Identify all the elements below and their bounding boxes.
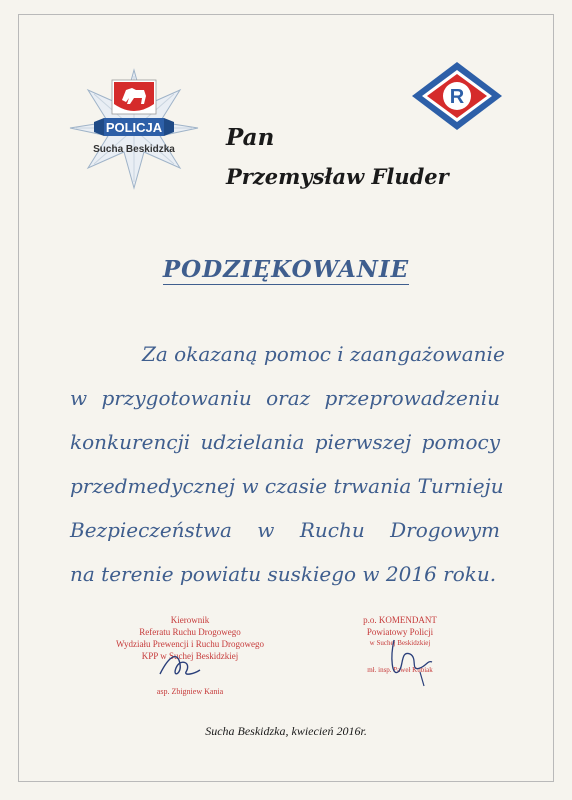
body-line: na terenie powiatu suskiego w 2016 roku. [70,562,497,586]
signatory-right-title: p.o. KOMENDANT [363,615,437,625]
body-line: w przygotowaniu oraz przeprowadzeniu [70,386,500,410]
police-logo [64,66,204,192]
traffic-police-r-logo [410,60,504,132]
badge-letter: R [449,86,465,108]
recipient-name: Przemysław Fluder [226,164,449,189]
heading-text: PODZIĘKOWANIE [162,256,410,283]
recipient-salutation: Pan [226,124,275,151]
signatory-right-location: w Suchej Beskidzkiej [369,639,431,647]
place-and-date: Sucha Beskidzka, kwiecień 2016r. [205,724,367,738]
body-line: Za okazaną pomoc i zaangażowanie [142,342,505,366]
body-line: przedmedycznej w czasie trwania Turnieju [70,474,504,498]
signatory-right-name: mł. insp. Paweł Kubiak [367,666,433,674]
handwritten-signature-right [380,632,440,688]
body-line: konkurencji udzielania pierwszej pomocy [70,430,500,454]
document-heading [0,256,572,283]
signatory-left-unit: KPP w Suchej Beskidzkiej [141,651,239,661]
signatory-left-title: Kierownik [170,615,210,625]
body-line: Bezpieczeństwa w Ruchu Drogowym [70,518,500,542]
logo-unit-text: Sucha Beskidzka [93,144,175,155]
signatory-left-name: asp. Zbigniew Kania [156,687,224,696]
logo-police-text: POLICJA [105,120,163,135]
signatory-left-division: Wydziału Prewencji i Ruchu Drogowego [116,639,264,649]
body-text [70,332,505,596]
signatory-left-dept: Referatu Ruchu Drogowego [139,627,241,637]
handwritten-signature-left [150,644,210,684]
signatory-right-office: Powiatowy Policji [366,627,434,637]
